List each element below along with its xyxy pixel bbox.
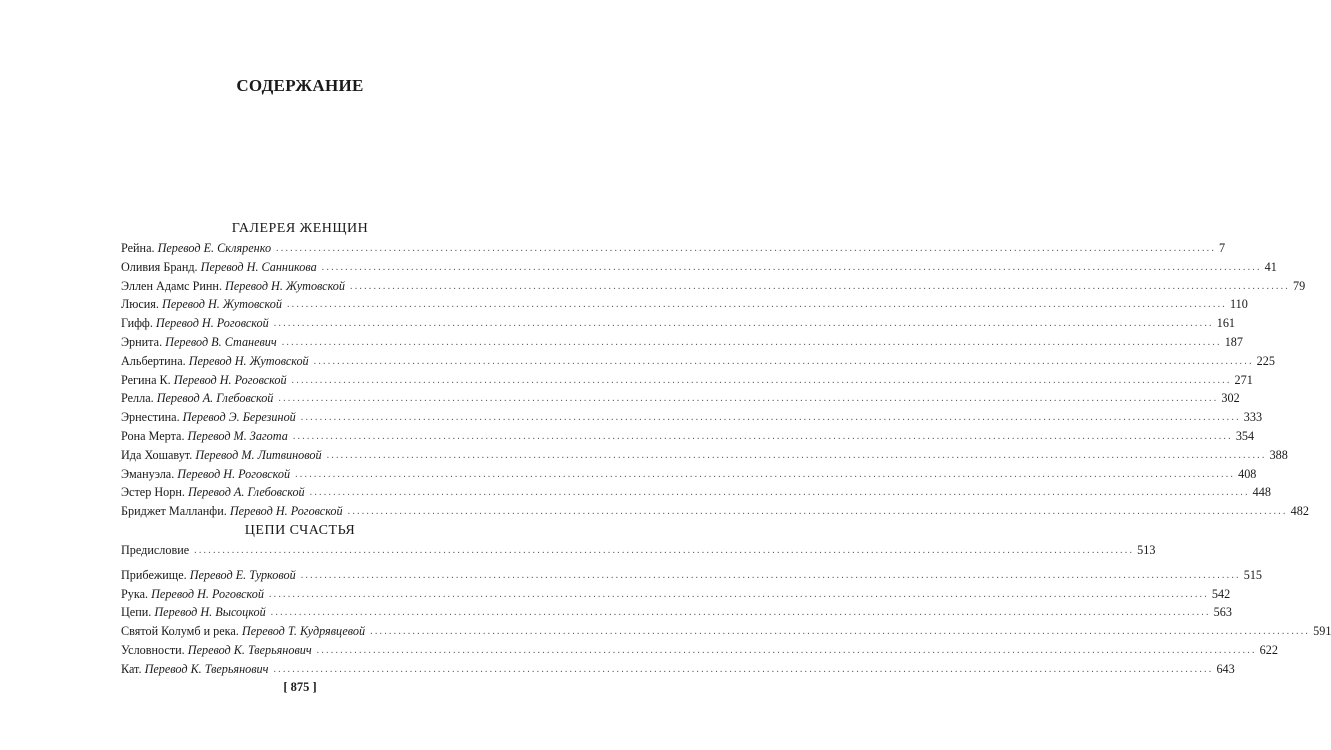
dot-leader: ........................................................................................................................................................................................................: [286, 299, 1227, 311]
entry-work-title: Гифф.: [121, 316, 153, 331]
entry-work-title: Бриджет Малланфи.: [121, 504, 227, 519]
dot-leader: ........................................................................................................................................................................................................: [347, 506, 1288, 518]
entry-work-title: Эмануэла.: [121, 466, 175, 481]
toc-entry-title: [121, 335, 277, 350]
toc-entry: [121, 485, 1271, 504]
entry-translator: Перевод Н. Роговской: [173, 372, 287, 387]
entry-translator: Перевод А. Глебовской: [187, 485, 305, 500]
entry-page-number: 79: [1293, 278, 1306, 293]
entry-translator: Перевод Э. Березиной: [182, 410, 296, 425]
toc-entry-title: [121, 429, 288, 444]
toc-entry: [121, 259, 1277, 279]
entry-translator: Перевод Н. Высоцкой: [154, 605, 266, 620]
entry-page-number: 448: [1252, 485, 1271, 500]
entry-page-number: 591: [1313, 624, 1331, 639]
entry-page-number: 515: [1243, 567, 1262, 582]
entry-work-title: Альбертина.: [121, 353, 186, 368]
dot-leader: ........................................................................................................................................................................................................: [292, 430, 1233, 442]
entry-work-title: Эрнита.: [121, 334, 163, 349]
toc-entry-title: [121, 504, 343, 519]
toc-entry-title: [121, 568, 296, 583]
entry-translator: Перевод К. Тверьянович: [187, 642, 312, 657]
entry-work-title: Регина К.: [121, 372, 171, 387]
entry-translator: Перевод Н. Жутовской: [188, 353, 309, 368]
entry-translator: Перевод К. Тверьянович: [144, 661, 269, 676]
entry-work-title: Условности.: [121, 642, 185, 657]
entry-translator: Перевод Е. Турковой: [189, 567, 296, 582]
entry-translator: Перевод В. Станевич: [165, 334, 277, 349]
toc-entry: [121, 353, 1275, 373]
page-number: [ 875 ]: [283, 680, 317, 694]
toc-entry-title: [121, 467, 290, 482]
toc-entry: [121, 297, 1248, 316]
toc-entry-title: [121, 260, 317, 275]
toc-entry-title: [121, 643, 312, 658]
dot-leader: ........................................................................................................................................................................................................: [350, 280, 1290, 292]
toc-entry: [121, 410, 1263, 429]
entry-page-number: 302: [1221, 391, 1240, 406]
toc-entry-title: [121, 297, 282, 312]
entry-page-number: 622: [1259, 642, 1278, 657]
dot-leader: ........................................................................................................................................................................................................: [268, 588, 1209, 600]
dot-leader: ........................................................................................................................................................................................................: [281, 336, 1222, 348]
entry-page-number: 643: [1216, 661, 1235, 676]
toc-entry: [121, 567, 1262, 587]
dot-leader: ........................................................................................................................................................................................................: [326, 449, 1267, 461]
entry-translator: Перевод Н. Жутовской: [225, 278, 345, 293]
entry-page-number: 354: [1235, 428, 1255, 443]
entry-work-title: Эрнестина.: [121, 410, 180, 425]
entry-page-number: 41: [1264, 259, 1277, 274]
page-title: СОДЕРЖАНИЕ: [236, 76, 364, 95]
entry-translator: Перевод Е. Скляренко: [157, 241, 272, 255]
entry-work-title: Оливия Бранд.: [121, 259, 198, 274]
toc-entry-title: [121, 354, 309, 369]
entry-work-title: Рона Мерта.: [121, 428, 185, 443]
dot-leader: ........................................................................................................................................................................................................: [291, 374, 1232, 386]
entry-page-number: 7: [1219, 241, 1226, 255]
entry-translator: Перевод Н. Жутовской: [162, 297, 282, 312]
entry-work-title: Кат.: [121, 661, 142, 676]
entry-translator: Перевод Н. Роговской: [177, 466, 291, 481]
toc-entry: [121, 605, 1232, 624]
section-heading-gallery: ГАЛЕРЕЯ ЖЕНЩИН: [231, 221, 369, 236]
entry-translator: Перевод Н. Роговской: [151, 586, 264, 601]
entry-page-number: 187: [1224, 334, 1243, 349]
toc-entry-title: [121, 241, 271, 256]
dot-leader: ........................................................................................................................................................................................................: [276, 243, 1217, 254]
toc-entry-title: [121, 316, 269, 331]
entry-page-number: 482: [1290, 504, 1309, 519]
entry-page-number: 388: [1269, 447, 1288, 462]
entry-page-number: 110: [1229, 297, 1248, 312]
toc-entry-title: [121, 485, 305, 500]
toc-entry-title: [121, 391, 273, 406]
dot-leader: ........................................................................................................................................................................................................: [295, 468, 1236, 480]
entry-translator: Перевод М. Загота: [187, 428, 288, 443]
toc-entry-title: [121, 624, 365, 639]
entry-page-number: 408: [1238, 466, 1257, 481]
toc-entry: [121, 241, 1226, 260]
entry-work-title: Цепи.: [121, 605, 152, 620]
toc-entry-title: [121, 448, 322, 463]
dot-leader: ........................................................................................................................................................................................................: [270, 607, 1211, 619]
entry-translator: Перевод Т. Кудрявцевой: [241, 624, 366, 639]
toc-entry-title: [121, 587, 264, 602]
dot-leader: ........................................................................................................................................................................................................: [273, 663, 1214, 675]
toc-entry: [121, 278, 1306, 298]
entry-page-number: 542: [1211, 586, 1231, 601]
dot-leader: ........................................................................................................................................................................................................: [316, 644, 1257, 656]
toc-entry-title: [121, 605, 266, 620]
entry-work-title: Эллен Адамс Ринн.: [121, 278, 222, 293]
toc-entry-title: [121, 662, 268, 677]
entry-page-number: 161: [1216, 316, 1235, 331]
entry-work-title: Ида Хошавут.: [121, 447, 193, 462]
dot-leader: ........................................................................................................................................................................................................: [309, 487, 1250, 499]
entry-page-number: 333: [1243, 410, 1263, 425]
toc-entry: [121, 543, 1156, 562]
toc-entry-title: [121, 410, 296, 425]
toc-entry: [121, 586, 1231, 606]
section-heading-chains: ЦЕПИ СЧАСТЬЯ: [244, 523, 356, 538]
dot-leader: ........................................................................................................................................................................................................: [273, 318, 1214, 330]
toc-entry: [121, 624, 1331, 643]
toc-entry: [121, 372, 1253, 392]
entry-translator: Перевод М. Литвиновой: [195, 447, 322, 462]
entry-work-title: Рука.: [121, 586, 149, 601]
toc-list-chains: [121, 543, 1331, 681]
entry-work-title: Прибежище.: [121, 567, 187, 582]
entry-translator: Перевод Н. Роговской: [155, 316, 269, 331]
entry-work-title: Рейна.: [121, 241, 155, 255]
toc-entry-title: [121, 279, 345, 294]
entry-page-number: 513: [1137, 543, 1156, 557]
toc-entry: [121, 466, 1257, 486]
entry-page-number: 225: [1256, 353, 1275, 368]
dot-leader: ........................................................................................................................................................................................................: [300, 412, 1241, 424]
entry-work-title: Релла.: [121, 391, 154, 406]
toc-entry: [121, 661, 1235, 681]
dot-leader: ........................................................................................................................................................................................................: [370, 626, 1311, 638]
toc-entry: [121, 504, 1309, 523]
dot-leader: ........................................................................................................................................................................................................: [313, 355, 1254, 367]
entry-translator: Перевод А. Глебовской: [156, 391, 274, 406]
toc-list-gallery: [121, 241, 1309, 523]
toc-entry-title: [121, 373, 287, 388]
toc-entry: [121, 391, 1240, 410]
dot-leader: ........................................................................................................................................................................................................: [321, 261, 1262, 273]
dot-leader: ........................................................................................................................................................................................................: [194, 545, 1135, 556]
entry-page-number: 563: [1213, 605, 1232, 620]
toc-entry: [121, 642, 1278, 662]
dot-leader: ........................................................................................................................................................................................................: [300, 569, 1241, 581]
entry-translator: Перевод Н. Санникова: [200, 259, 317, 274]
toc-entry-title: [121, 543, 189, 558]
toc-entry: [121, 316, 1235, 335]
entry-work-title: Эстер Норн.: [121, 485, 185, 500]
entry-translator: Перевод Н. Роговской: [229, 504, 343, 519]
toc-entry: [121, 334, 1243, 354]
entry-work-title: Предисловие: [121, 543, 190, 557]
toc-entry: [121, 447, 1288, 467]
dot-leader: ........................................................................................................................................................................................................: [278, 393, 1219, 405]
entry-work-title: Святой Колумб и река.: [121, 624, 239, 639]
entry-work-title: Люсия.: [121, 297, 159, 312]
toc-entry: [121, 428, 1255, 448]
entry-page-number: 271: [1234, 372, 1253, 387]
